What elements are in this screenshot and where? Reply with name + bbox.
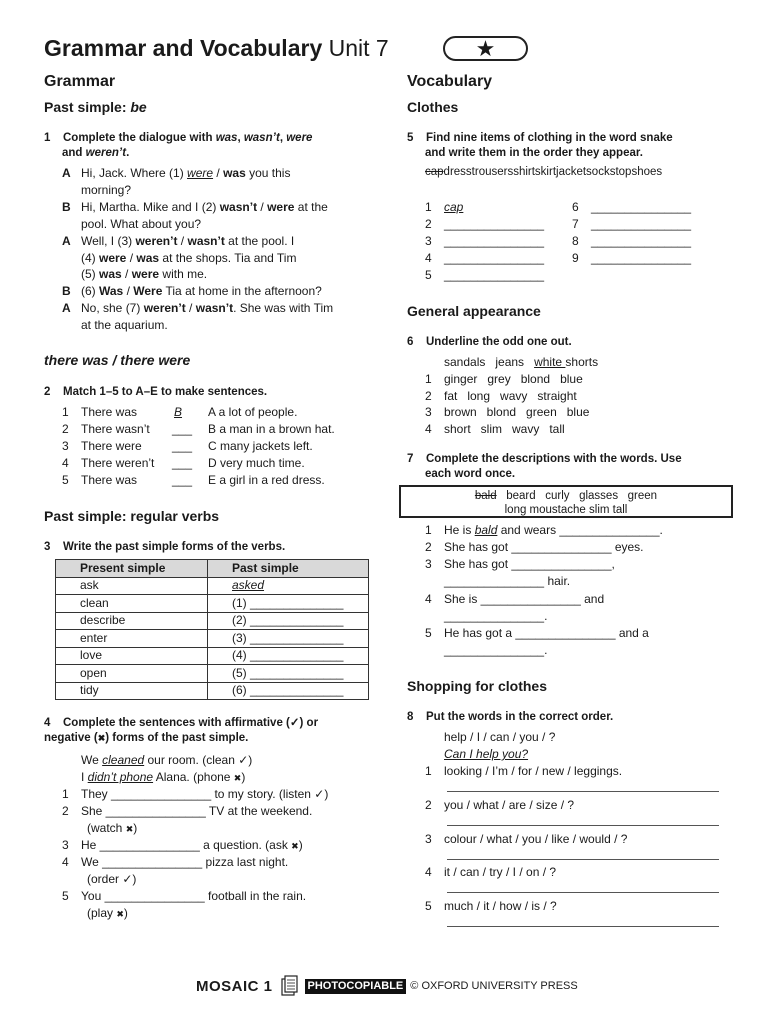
sentence-text: at the — [294, 199, 328, 214]
item-number: 9 — [572, 251, 579, 265]
exercise-8-instruction — [407, 710, 613, 725]
there-was-there-were-heading: there was / there were — [44, 352, 191, 368]
example-text: sandals jeans — [444, 355, 535, 369]
instruction-text: Match 1–5 to A–E to make sentences. — [63, 386, 268, 398]
sentence-text: pool. What about you? — [81, 216, 202, 231]
sentence-text: (watch — [87, 821, 126, 835]
exercise-3-instruction — [44, 540, 285, 555]
sentence-text: with me. — [159, 267, 208, 282]
sentence-text: ) — [132, 872, 137, 886]
sentence-text: / — [126, 250, 137, 265]
sentence-text: _______________ hair. — [444, 574, 571, 588]
item-number: 5 — [62, 473, 69, 488]
sentence-text: / — [213, 166, 224, 180]
sentence-text: (play — [87, 906, 117, 920]
sentence-text: _______________. — [444, 609, 548, 623]
mosaic-brand: MOSAIC 1 — [196, 977, 273, 995]
instruction-word: weren’t — [85, 147, 127, 159]
answer-blank: _______________ — [444, 268, 545, 282]
column-header: Present simple — [56, 560, 208, 578]
sentence-text: Tia at home in the afternoon? — [162, 284, 322, 299]
word-snake — [425, 164, 662, 181]
tick-icon: ✓ — [122, 872, 133, 886]
choice-word: were — [99, 250, 127, 265]
odd-one-out-row: brown blond green blue — [444, 405, 590, 420]
matching-left: There weren’t — [81, 456, 155, 471]
answer-blank: _______________ — [444, 251, 545, 265]
footer — [196, 972, 578, 1000]
dialogue-line — [62, 283, 322, 300]
choice-word: were — [131, 267, 160, 282]
example-text: our room. (clean — [144, 753, 239, 767]
sentence — [87, 905, 128, 923]
item-number: 2 — [425, 797, 432, 812]
cross-icon: ✖ — [291, 841, 299, 851]
matching-left: There was — [81, 405, 138, 419]
unit-label: Unit 7 — [328, 35, 389, 61]
sentence-text: / — [123, 284, 134, 299]
sentence-text: No, she (7) — [81, 301, 144, 316]
scrambled-words: colour / what / you / like / would / ? — [444, 831, 628, 846]
exercise-number: 1 — [44, 132, 51, 144]
item-number: 4 — [425, 592, 432, 606]
matching-row — [62, 455, 81, 472]
matching-answer: ___ — [172, 473, 193, 488]
choice-word: was — [99, 267, 122, 282]
instruction-text: Find nine items of clothing in the word snake — [426, 132, 673, 144]
tick-icon: ✓ — [314, 787, 325, 801]
exercise-8-example-answer: Can I help you? — [444, 747, 529, 761]
dialogue-line — [62, 250, 296, 267]
item-number: 7 — [572, 217, 579, 231]
publisher-credit: © OXFORD UNIVERSITY PRESS — [410, 979, 578, 992]
instruction-word: was — [215, 132, 238, 144]
table-row — [56, 612, 369, 630]
item-number: 3 — [62, 838, 69, 852]
answer-blank: cap — [444, 200, 464, 214]
photocopy-icon — [281, 974, 299, 998]
matching-row — [62, 421, 81, 438]
instruction-punctuation: , — [279, 132, 287, 144]
column-header: Past simple — [208, 560, 369, 578]
description-line — [444, 539, 644, 556]
matching-answer: ___ — [172, 422, 193, 437]
example-answer: didn’t phone — [87, 770, 154, 784]
instruction-text: Complete the dialogue with — [63, 132, 216, 144]
item-number: 3 — [425, 405, 432, 420]
item-number: 2 — [425, 388, 432, 403]
exercise-number: 6 — [407, 336, 414, 348]
item-number: 5 — [425, 626, 432, 640]
example-sentence — [81, 769, 245, 787]
answer-blank: _______________ — [591, 200, 692, 214]
item-number: 1 — [425, 200, 432, 214]
verbs-table — [55, 559, 369, 700]
answer-blank: _______________ — [444, 234, 545, 248]
regular-verbs-heading: Past simple: regular verbs — [44, 508, 220, 524]
answer-example: bald — [474, 523, 498, 537]
sentence-text: / — [257, 199, 268, 214]
clothes-heading: Clothes — [407, 99, 459, 115]
exercise-number: 4 — [44, 717, 51, 729]
instruction-text: Put the words in the correct order. — [426, 711, 614, 723]
dialogue-line — [62, 300, 333, 317]
answer-line — [447, 892, 719, 893]
past-simple-be-prefix: Past simple: — [44, 99, 131, 115]
sentence-text: at the shops. Tia and Tim — [159, 250, 297, 265]
table-row — [56, 630, 369, 648]
answer-example: were — [187, 166, 214, 180]
description-line — [444, 573, 570, 590]
instruction-punctuation: . — [126, 147, 130, 159]
answer-line — [447, 791, 719, 792]
choice-word: was — [223, 166, 246, 180]
matching-row — [62, 472, 81, 489]
past-form: asked — [208, 577, 369, 595]
sentence — [87, 871, 136, 888]
sentence — [81, 888, 306, 905]
sentence-text: ) — [123, 906, 128, 920]
present-form: tidy — [56, 682, 208, 700]
vocabulary-heading: Vocabulary — [407, 73, 493, 90]
instruction-text: Complete the descriptions with the words. Use — [426, 453, 682, 465]
instruction-text: and write them in the order they appear. — [425, 147, 643, 159]
title-text: Grammar and Vocabulary — [44, 35, 323, 61]
description-line — [444, 642, 547, 659]
sentence-text: / — [177, 233, 188, 248]
speaker-label: A — [62, 233, 71, 248]
item-number: 2 — [425, 540, 432, 554]
sentence-text: They _______________ to my story. (listen — [81, 787, 315, 801]
sentence-text: / — [185, 301, 196, 316]
word-snake-letters: dresstrousersshirtskirtjacketsockstopshoes — [443, 166, 663, 178]
sentence-text: She is _______________ and — [444, 592, 605, 606]
table-row — [56, 577, 369, 595]
odd-one-out-row: fat long wavy straight — [444, 388, 577, 403]
sentence — [81, 837, 303, 855]
choice-word: wasn’t — [195, 301, 234, 316]
item-number: 6 — [572, 200, 579, 214]
photocopiable-badge: PHOTOCOPIABLE — [305, 979, 407, 994]
dialogue-line — [62, 317, 168, 334]
item-number: 3 — [425, 557, 432, 571]
instruction-text: ) forms of the past simple. — [105, 732, 249, 744]
item-number: 5 — [62, 889, 69, 903]
table-row — [56, 682, 369, 700]
past-form: (3) ______________ — [208, 630, 369, 648]
instruction-text: ) or — [299, 717, 319, 729]
item-number: 4 — [62, 855, 69, 869]
present-form: love — [56, 647, 208, 665]
past-form: (1) ______________ — [208, 595, 369, 613]
matching-answer: ___ — [172, 456, 193, 471]
sentence-text: ) — [324, 787, 329, 801]
exercise-1-instruction — [44, 131, 364, 161]
item-number: 1 — [62, 787, 69, 801]
speaker-label: B — [62, 199, 71, 214]
sentence-text: She _______________ TV at the weekend. — [81, 804, 313, 818]
present-form: clean — [56, 595, 208, 613]
scrambled-words: much / it / how / is / ? — [444, 899, 557, 914]
exercise-number: 2 — [44, 386, 51, 398]
dialogue-line — [62, 266, 207, 283]
sentence-text: at the pool. I — [224, 233, 295, 248]
sentence-text: You _______________ football in the rain. — [81, 889, 307, 903]
choice-word: Was — [99, 284, 124, 299]
item-number: 4 — [425, 251, 432, 265]
sentence — [81, 786, 328, 803]
present-form: describe — [56, 612, 208, 630]
general-appearance-heading: General appearance — [407, 303, 541, 319]
sentence-text: (5) — [81, 267, 99, 282]
exercise-6-instruction — [407, 335, 572, 350]
cross-icon: ✖ — [125, 824, 134, 834]
item-number: 2 — [425, 217, 432, 231]
exercise-4-instruction — [44, 716, 374, 746]
table-row — [56, 647, 369, 665]
table-row — [56, 665, 369, 683]
tick-icon: ✓ — [289, 717, 300, 729]
matching-row — [62, 404, 81, 421]
exercise-8-example-question: help / I / can / you / ? — [444, 730, 556, 744]
answer-blank: _______________ — [444, 217, 545, 231]
description-line — [444, 522, 663, 539]
sentence — [87, 820, 137, 838]
speaker-label: A — [62, 301, 71, 316]
matching-left: There was — [81, 473, 138, 488]
sentence-text: and wears _______________. — [497, 523, 663, 537]
cross-icon: ✖ — [116, 909, 124, 919]
sentence-text: you this — [245, 166, 291, 180]
exercise-number: 7 — [407, 453, 414, 465]
grammar-heading: Grammar — [44, 73, 116, 90]
instruction-text: Underline the odd one out. — [426, 336, 572, 348]
dialogue-line — [62, 216, 201, 233]
exercise-5-instruction — [407, 131, 737, 161]
matching-answer: B — [174, 405, 183, 419]
choice-word: wasn’t — [219, 199, 258, 214]
instruction-punctuation: , — [237, 132, 244, 144]
sentence-text: (6) — [81, 284, 99, 299]
item-number: 2 — [62, 422, 69, 437]
instruction-text: negative ( — [44, 732, 98, 744]
instruction-text: Write the past simple forms of the verbs. — [63, 541, 286, 553]
sentence-text: He is — [444, 523, 475, 537]
choice-word: was — [136, 250, 160, 265]
matching-right: D very much time. — [208, 456, 305, 471]
table-row — [56, 595, 369, 613]
item-number: 8 — [572, 234, 579, 248]
item-number: 4 — [62, 456, 69, 471]
description-line — [444, 625, 649, 642]
star-icon: ★ — [475, 36, 496, 61]
sentence-text: (order — [87, 872, 123, 886]
sentence-text: / — [121, 267, 132, 282]
example-text: Alana. (phone — [153, 770, 234, 784]
matching-right: B a man in a brown hat. — [208, 422, 335, 437]
sentence-text: morning? — [81, 182, 132, 197]
exercise-number: 3 — [44, 541, 51, 553]
past-simple-be-heading — [44, 98, 147, 116]
description-line — [444, 608, 547, 625]
sentence-text: He _______________ a question. (ask — [81, 838, 292, 852]
example-text: ) — [241, 770, 246, 784]
exercise-7-instruction — [407, 452, 737, 482]
example-sentence — [81, 752, 252, 769]
dialogue-line — [62, 165, 290, 182]
matching-left: There wasn’t — [81, 422, 150, 437]
dialogue-line — [62, 233, 294, 250]
instruction-word: were — [286, 132, 313, 144]
past-form: (4) ______________ — [208, 647, 369, 665]
description-line — [444, 591, 604, 608]
choice-word: Were — [133, 284, 163, 299]
scrambled-words: you / what / are / size / ? — [444, 797, 575, 812]
sentence — [81, 854, 288, 871]
item-number: 5 — [425, 899, 432, 914]
choice-word: weren’t — [135, 233, 178, 248]
item-number: 3 — [425, 831, 432, 846]
difficulty-star-badge — [443, 36, 528, 61]
exercise-6-example — [444, 354, 598, 371]
speaker-label: B — [62, 284, 71, 299]
item-number: 3 — [425, 234, 432, 248]
table-header-row — [56, 560, 369, 578]
sentence-text: ) — [298, 838, 303, 852]
past-form: (2) ______________ — [208, 612, 369, 630]
item-number: 1 — [62, 405, 69, 419]
answer-blank: _______________ — [591, 217, 692, 231]
sentence-text: (4) — [81, 250, 99, 265]
choice-word: weren’t — [143, 301, 186, 316]
sentence-text: We _______________ pizza last night. — [81, 855, 289, 869]
sentence-text: Well, I (3) — [81, 233, 136, 248]
example-answer: white — [534, 355, 566, 369]
item-number: 4 — [425, 422, 432, 437]
exercise-number: 5 — [407, 132, 414, 144]
exercise-2-instruction — [44, 385, 267, 400]
example-answer: cleaned — [102, 753, 145, 767]
matching-right: E a girl in a red dress. — [208, 473, 325, 488]
matching-answer: ___ — [172, 439, 193, 454]
item-number: 3 — [62, 439, 69, 454]
odd-one-out-row: ginger grey blond blue — [444, 372, 583, 386]
sentence-text: Hi, Jack. Where (1) — [81, 166, 188, 180]
dialogue-line — [62, 182, 131, 199]
sentence-text: She has got _______________ eyes. — [444, 540, 644, 554]
cross-icon: ✖ — [233, 773, 242, 783]
present-form: ask — [56, 577, 208, 595]
shopping-heading: Shopping for clothes — [407, 678, 547, 694]
speaker-label: A — [62, 166, 71, 180]
present-form: open — [56, 665, 208, 683]
sentence-text: _______________. — [444, 643, 548, 657]
word-box-words: beard curly glasses green — [496, 490, 658, 502]
item-number: 1 — [425, 764, 432, 778]
answer-line — [447, 859, 719, 860]
answer-line — [447, 926, 719, 927]
example-text: We — [81, 753, 103, 767]
instruction-word: wasn’t — [243, 132, 280, 144]
item-number: 1 — [425, 372, 432, 386]
sentence-text: Hi, Martha. Mike and I (2) — [81, 199, 220, 214]
item-number: 2 — [62, 804, 69, 818]
word-box-words: long moustache slim tall — [504, 504, 628, 516]
sentence-text: ) — [133, 821, 138, 835]
item-number: 5 — [425, 268, 432, 282]
description-line — [444, 556, 615, 573]
sentence-text: She has got _______________, — [444, 557, 615, 571]
instruction-text: Complete the sentences with affirmative ( — [63, 717, 290, 729]
example-text: ) — [248, 753, 253, 767]
sentence — [81, 803, 312, 820]
scrambled-words: it / can / try / I / on / ? — [444, 865, 557, 880]
cross-icon: ✖ — [97, 733, 106, 743]
answer-line — [447, 825, 719, 826]
item-number: 4 — [425, 865, 432, 880]
present-form: enter — [56, 630, 208, 648]
past-form: (6) ______________ — [208, 682, 369, 700]
example-text: shorts — [565, 355, 599, 369]
choice-word: wasn’t — [187, 233, 225, 248]
past-form: (5) ______________ — [208, 665, 369, 683]
scrambled-words: looking / I’m / for / new / leggings. — [444, 764, 623, 778]
matching-right: A a lot of people. — [208, 405, 298, 419]
word-snake-struck: cap — [425, 166, 444, 178]
matching-right: C many jackets left. — [208, 439, 313, 454]
example-text: I — [81, 770, 88, 784]
sentence-text: He has got a _______________ and a — [444, 626, 649, 640]
tick-icon: ✓ — [238, 753, 249, 767]
dialogue-line — [62, 199, 328, 216]
instruction-text: each word once. — [425, 468, 516, 480]
answer-blank: _______________ — [591, 251, 692, 265]
word-box-struck: bald — [474, 490, 497, 502]
page-title — [44, 34, 389, 62]
word-box — [399, 485, 733, 518]
answer-blank: _______________ — [591, 234, 692, 248]
instruction-text: and — [62, 147, 86, 159]
choice-word: were — [267, 199, 295, 214]
sentence-text: . She was with Tim — [233, 301, 334, 316]
sentence-text: at the aquarium. — [81, 318, 168, 333]
odd-one-out-row: short slim wavy tall — [444, 422, 565, 437]
item-number: 1 — [425, 523, 432, 537]
matching-row — [62, 438, 81, 455]
past-simple-be-italic: be — [130, 99, 147, 115]
matching-left: There were — [81, 439, 142, 454]
exercise-number: 8 — [407, 711, 414, 723]
